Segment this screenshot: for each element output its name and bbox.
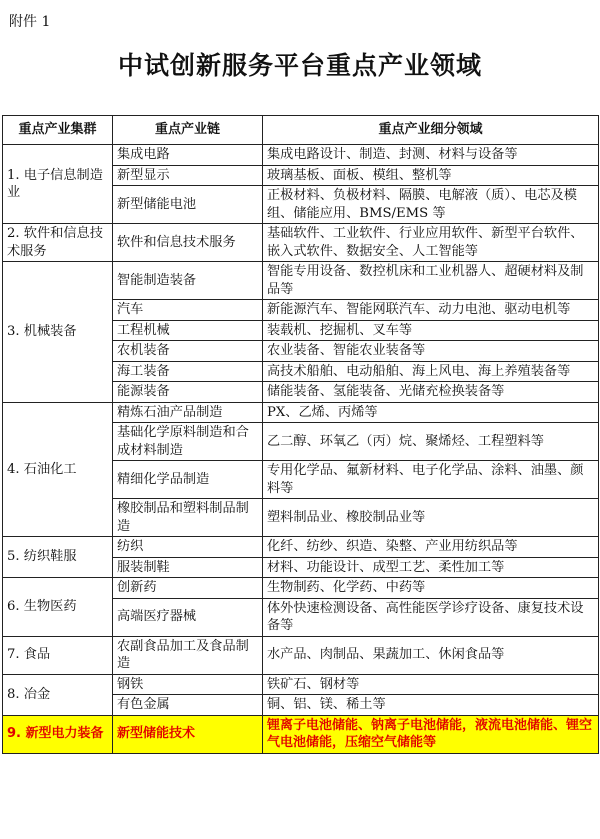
- table-row: [3, 402, 599, 423]
- field-cell: 高技术船舶、电动船舶、海上风电、海上养殖装备等: [263, 361, 599, 382]
- page-title: 中试创新服务平台重点产业领域: [117, 51, 482, 80]
- field-cell: 铁矿石、钢材等: [263, 674, 599, 695]
- field-cell: 农业装备、智能农业装备等: [263, 341, 599, 362]
- cluster-cell: 5. 纺织鞋服: [3, 537, 113, 578]
- field-cell: 锂离子电池储能、钠离子电池储能，液流电池储能、锂空气电池储能，压缩空气储能等: [263, 715, 599, 753]
- table-row: [3, 537, 599, 558]
- field-cell: 水产品、肉制品、果蔬加工、休闲食品等: [263, 636, 599, 674]
- chain-cell: 农副食品加工及食品制造: [113, 636, 263, 674]
- header-chain: 重点产业链: [113, 116, 263, 145]
- chain-cell: 创新药: [113, 578, 263, 599]
- annex-label: 附件 1: [9, 14, 51, 30]
- table-header-row: [3, 116, 599, 145]
- chain-cell: 工程机械: [113, 320, 263, 341]
- table-row: [3, 636, 599, 674]
- field-cell: 新能源汽车、智能网联汽车、动力电池、驱动电机等: [263, 300, 599, 321]
- table-body: [3, 145, 599, 754]
- table-row: [3, 224, 599, 262]
- header-field: 重点产业细分领域: [263, 116, 599, 145]
- field-cell: 塑料制品业、橡胶制品业等: [263, 499, 599, 537]
- table-row: [3, 674, 599, 695]
- chain-cell: 汽车: [113, 300, 263, 321]
- chain-cell: 基础化学原料制造和合成材料制造: [113, 423, 263, 461]
- chain-cell: 服装制鞋: [113, 557, 263, 578]
- field-cell: 储能装备、氢能装备、光储充检换装备等: [263, 382, 599, 403]
- cluster-cell: 1. 电子信息制造业: [3, 145, 113, 224]
- cluster-cell: 7. 食品: [3, 636, 113, 674]
- chain-cell: 有色金属: [113, 695, 263, 716]
- cluster-cell: 6. 生物医药: [3, 578, 113, 637]
- chain-cell: 高端医疗器械: [113, 598, 263, 636]
- field-cell: 玻璃基板、面板、模组、整机等: [263, 165, 599, 186]
- table-row: [3, 578, 599, 599]
- cluster-cell: 3. 机械装备: [3, 262, 113, 403]
- cluster-cell: 2. 软件和信息技术服务: [3, 224, 113, 262]
- field-cell: 乙二醇、环氧乙（丙）烷、聚烯烃、工程塑料等: [263, 423, 599, 461]
- field-cell: 集成电路设计、制造、封测、材料与设备等: [263, 145, 599, 166]
- chain-cell: 能源装备: [113, 382, 263, 403]
- header-cluster: 重点产业集群: [3, 116, 113, 145]
- chain-cell: 新型储能电池: [113, 186, 263, 224]
- chain-cell: 集成电路: [113, 145, 263, 166]
- table-row: [3, 262, 599, 300]
- field-cell: 装载机、挖掘机、叉车等: [263, 320, 599, 341]
- field-cell: 智能专用设备、数控机床和工业机器人、超硬材料及制品等: [263, 262, 599, 300]
- cluster-cell: 4. 石油化工: [3, 402, 113, 537]
- field-cell: 专用化学品、氟新材料、电子化学品、涂料、油墨、颜料等: [263, 461, 599, 499]
- field-cell: PX、乙烯、丙烯等: [263, 402, 599, 423]
- field-cell: 正极材料、负极材料、隔膜、电解液（质）、电芯及模组、储能应用、BMS/EMS 等: [263, 186, 599, 224]
- chain-cell: 农机装备: [113, 341, 263, 362]
- field-cell: 体外快速检测设备、高性能医学诊疗设备、康复技术设备等: [263, 598, 599, 636]
- industry-table: [2, 115, 599, 754]
- chain-cell: 软件和信息技术服务: [113, 224, 263, 262]
- field-cell: 铜、铝、镁、稀土等: [263, 695, 599, 716]
- cluster-cell: 8. 冶金: [3, 674, 113, 715]
- field-cell: 基础软件、工业软件、行业应用软件、新型平台软件、嵌入式软件、数据安全、人工智能等: [263, 224, 599, 262]
- chain-cell: 新型储能技术: [113, 715, 263, 753]
- field-cell: 化纤、纺纱、织造、染整、产业用纺织品等: [263, 537, 599, 558]
- table-row: [3, 715, 599, 753]
- chain-cell: 精细化学品制造: [113, 461, 263, 499]
- field-cell: 材料、功能设计、成型工艺、柔性加工等: [263, 557, 599, 578]
- chain-cell: 精炼石油产品制造: [113, 402, 263, 423]
- chain-cell: 钢铁: [113, 674, 263, 695]
- chain-cell: 海工装备: [113, 361, 263, 382]
- cluster-cell: 9. 新型电力装备: [3, 715, 113, 753]
- field-cell: 生物制药、化学药、中药等: [263, 578, 599, 599]
- chain-cell: 智能制造装备: [113, 262, 263, 300]
- chain-cell: 纺织: [113, 537, 263, 558]
- chain-cell: 新型显示: [113, 165, 263, 186]
- chain-cell: 橡胶制品和塑料制品制造: [113, 499, 263, 537]
- table-row: [3, 145, 599, 166]
